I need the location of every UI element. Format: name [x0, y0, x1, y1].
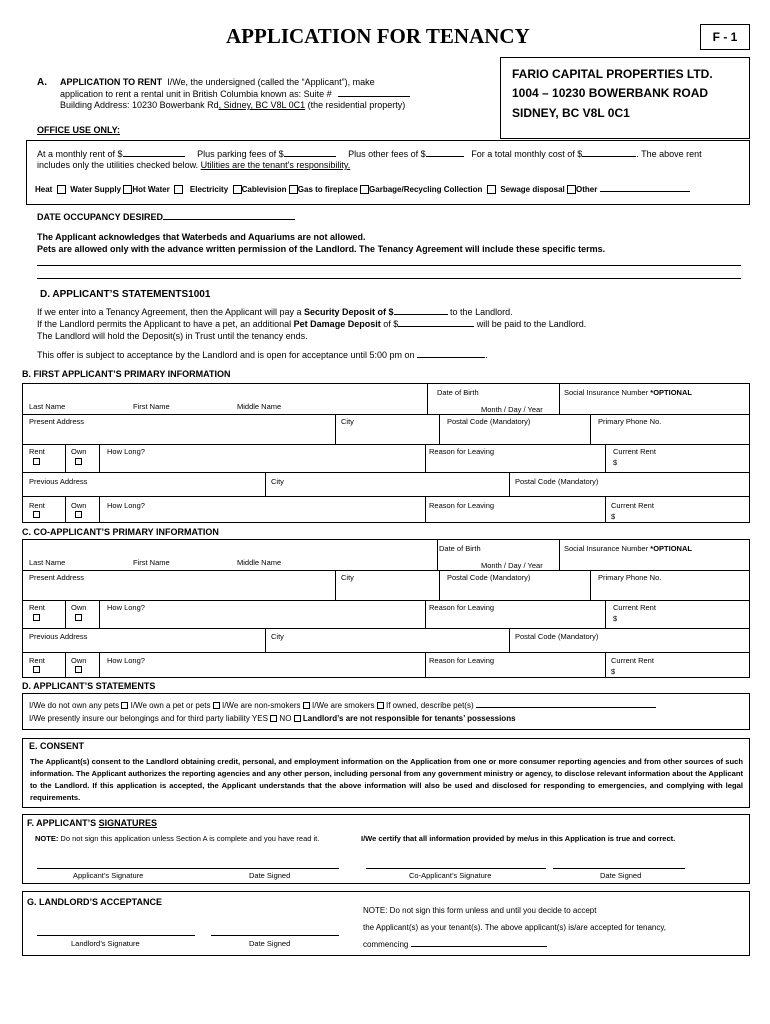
- occupancy-line: [37, 212, 295, 222]
- previous-address-label[interactable]: Previous Address: [29, 477, 88, 486]
- co-current-rent-dollar: $: [613, 614, 618, 623]
- prev-own-label: Own: [71, 501, 87, 510]
- signatures-note: [35, 834, 319, 843]
- signatures-box: [22, 814, 750, 884]
- co-own-label: Own: [71, 603, 87, 612]
- smokers-checkbox[interactable]: [377, 702, 384, 709]
- describe-pets-field[interactable]: [476, 707, 656, 708]
- co-last-name-label[interactable]: Last Name: [29, 558, 66, 567]
- garbage-checkbox[interactable]: [487, 185, 496, 194]
- insurance-line: [29, 714, 516, 723]
- signatures-note-text: Do not sign this application unless Section A is complete and you have read it.: [58, 834, 320, 843]
- co-sin-label: [564, 544, 692, 553]
- other-utility-field[interactable]: [600, 191, 690, 192]
- building-address-suffix: (the residential property): [305, 100, 406, 110]
- present-address-label[interactable]: Present Address: [29, 417, 85, 426]
- how-long-label[interactable]: How Long?: [107, 447, 145, 456]
- monthly-rent-label: At a monthly rent of $: [37, 149, 123, 159]
- utility-garbage: Garbage/Recycling Collection: [369, 185, 483, 194]
- own-checkbox[interactable]: [75, 458, 82, 465]
- acceptance-date-field[interactable]: [417, 357, 485, 358]
- pet-deposit-a: If the Landlord permits the Applicant to have a pet, an additional: [37, 319, 294, 329]
- section-a-letter: A.: [37, 77, 47, 88]
- applicant-date-line[interactable]: [211, 868, 339, 869]
- total-cost-label: For a total monthly cost of $: [471, 149, 583, 159]
- signatures-heading-main: SIGNATURES: [98, 818, 158, 828]
- sin-optional: *OPTIONAL: [650, 388, 692, 397]
- insure-no-label: NO: [279, 714, 292, 723]
- co-own-checkbox[interactable]: [75, 614, 82, 621]
- signatures-note-label: NOTE:: [35, 834, 59, 843]
- prev-reason-label[interactable]: Reason for Leaving: [429, 501, 495, 510]
- pet-deposit-c: of $: [380, 319, 399, 329]
- deposit-text-b: Security Deposit: [304, 307, 376, 317]
- co-first-name-label[interactable]: First Name: [133, 558, 170, 567]
- non-smokers-checkbox[interactable]: [303, 702, 310, 709]
- utilities-line: [37, 160, 350, 170]
- own-label: Own: [71, 447, 87, 456]
- rent-checkbox[interactable]: [33, 458, 40, 465]
- utility-sewage: Sewage disposal: [500, 185, 565, 194]
- co-dob-label: Date of Birth: [439, 544, 481, 553]
- acceptance-text: This offer is subject to acceptance by the Landlord and is open for acceptance until 5:00 pm on: [37, 350, 415, 360]
- utility-water: Water Supply: [70, 185, 122, 194]
- smokers-label: I/We are smokers: [312, 701, 375, 710]
- co-prev-rent-checkbox[interactable]: [33, 666, 40, 673]
- co-phone-label[interactable]: Primary Phone No.: [598, 573, 662, 582]
- own-pets-checkbox[interactable]: [213, 702, 220, 709]
- pet-deposit-field[interactable]: [398, 326, 474, 327]
- applicant-signature-line[interactable]: [37, 868, 215, 869]
- deposit-line: [37, 307, 513, 317]
- prev-city-label[interactable]: City: [271, 477, 284, 486]
- cable-checkbox[interactable]: [289, 185, 298, 194]
- co-prev-own-label: Own: [71, 656, 87, 665]
- co-prev-current-rent-label[interactable]: Current Rent: [611, 656, 654, 665]
- sin-label: [564, 388, 692, 397]
- current-rent-label[interactable]: Current Rent: [613, 447, 656, 456]
- co-previous-address-label[interactable]: Previous Address: [29, 632, 88, 641]
- phone-label[interactable]: Primary Phone No.: [598, 417, 662, 426]
- co-reason-label[interactable]: Reason for Leaving: [429, 603, 495, 612]
- own-pets-label: I/We own a pet or pets: [130, 701, 211, 710]
- dob-label: Date of Birth: [437, 388, 479, 397]
- postal-label[interactable]: Postal Code (Mandatory): [447, 417, 531, 426]
- page-title: APPLICATION FOR TENANCY: [226, 24, 530, 48]
- prev-rent-label: Rent: [29, 501, 45, 510]
- building-address-label: Building Address: 10230 Bowerbank Rd: [60, 100, 219, 110]
- acceptance-line: [37, 350, 488, 360]
- section-b-heading: B. FIRST APPLICANT’S PRIMARY INFORMATION: [22, 369, 231, 379]
- co-applicant-signature-line[interactable]: [366, 868, 546, 869]
- consent-box: [22, 738, 750, 808]
- applicant-signature-label: Applicant’s Signature: [73, 871, 144, 880]
- commencing-field[interactable]: [411, 946, 547, 947]
- co-dob-format[interactable]: Month / Day / Year: [481, 561, 543, 570]
- hot-water-checkbox[interactable]: [174, 185, 183, 194]
- gas-checkbox[interactable]: [360, 185, 369, 194]
- parking-field[interactable]: [284, 156, 336, 157]
- rent-end: . The above rent: [636, 149, 702, 159]
- landlord-signature-label: Landlord’s Signature: [71, 939, 140, 948]
- prev-current-rent-dollar: $: [611, 512, 616, 521]
- applicant-table: [22, 383, 750, 523]
- water-checkbox[interactable]: [123, 185, 132, 194]
- co-present-address-label[interactable]: Present Address: [29, 573, 85, 582]
- dob-format[interactable]: Month / Day / Year: [481, 405, 543, 414]
- last-name-label[interactable]: Last Name: [29, 402, 66, 411]
- terms-line-2[interactable]: [37, 278, 741, 279]
- building-address: , Sidney, BC V8L 0C1: [218, 100, 306, 110]
- statements-d1-heading: D. APPLICANT’S STATEMENTS1001: [40, 289, 211, 300]
- landlord-heading: G. LANDLORD’S ACCEPTANCE: [27, 897, 162, 907]
- utility-electricity: Electricity: [189, 185, 229, 194]
- office-use-box: [26, 140, 750, 205]
- certify-text: I/We certify that all information provided by me/us in this Application is true and correct.: [361, 834, 676, 843]
- pet-deposit-line: [37, 319, 586, 329]
- utility-gas: Gas to fireplace: [297, 185, 358, 194]
- applicant-date-label: Date Signed: [249, 871, 291, 880]
- no-pets-checkbox[interactable]: [121, 702, 128, 709]
- non-smokers-label: I/We are non-smokers: [221, 701, 301, 710]
- rent-label: Rent: [29, 447, 45, 456]
- heat-checkbox[interactable]: [57, 185, 66, 194]
- first-name-label[interactable]: First Name: [133, 402, 170, 411]
- utility-cable: Cablevision: [241, 185, 287, 194]
- no-pets-label: I/We do not own any pets: [29, 701, 120, 710]
- prev-current-rent-label[interactable]: Current Rent: [611, 501, 654, 510]
- co-sin-optional: *OPTIONAL: [650, 544, 692, 553]
- trust-line: The Landlord will hold the Deposit(s) in Trust until the tenancy ends.: [37, 331, 308, 341]
- consent-text: The Applicant(s) consent to the Landlord obtaining credit, personal, and employment information on the Application from one or more consumer reporting agencies and from other sources of such information. The Applicant authorizes the reporting agencies and any other person, including personal from any government ministry or agency, to disclose relevant information about the Applicant to the Landlord. If this application is accepted, the Applicant understands that the above information will also be used and disclosed for responding to emergencies, and complying with legal requirements.: [30, 757, 743, 802]
- security-deposit-field[interactable]: [394, 314, 448, 315]
- landlord-signature-line[interactable]: [37, 935, 195, 936]
- statements-d2-heading: D. APPLICANT’S STATEMENTS: [22, 681, 156, 691]
- co-prev-postal-label[interactable]: Postal Code (Mandatory): [515, 632, 599, 641]
- current-rent-dollar: $: [613, 458, 618, 467]
- monthly-rent-field[interactable]: [123, 156, 185, 157]
- utility-other: Other: [576, 185, 598, 194]
- co-city-label[interactable]: City: [341, 573, 354, 582]
- co-prev-city-label[interactable]: City: [271, 632, 284, 641]
- landlord-date-label: Date Signed: [249, 939, 291, 948]
- insure-no-checkbox[interactable]: [294, 715, 301, 722]
- deposit-text-a: If we enter into a Tenancy Agreement, then the Applicant will pay a: [37, 307, 304, 317]
- co-applicant-table: [22, 539, 750, 678]
- utility-heat: Heat: [35, 185, 53, 194]
- rent-line: [37, 149, 702, 159]
- co-middle-name-label[interactable]: Middle Name: [237, 558, 282, 567]
- co-applicant-date-label: Date Signed: [600, 871, 642, 880]
- form-id: F - 1: [712, 30, 738, 44]
- prev-how-long-label[interactable]: How Long?: [107, 501, 145, 510]
- not-responsible-label: Landlord’s are not responsible for tenants’ possessions: [302, 714, 516, 723]
- section-a-heading: APPLICATION TO RENT: [60, 77, 163, 87]
- middle-name-label[interactable]: Middle Name: [237, 402, 282, 411]
- co-applicant-signature-label: Co-Applicant’s Signature: [409, 871, 492, 880]
- parking-label: Plus parking fees of $: [197, 149, 284, 159]
- city-label[interactable]: City: [341, 417, 354, 426]
- deposit-text-d: to the Landlord.: [447, 307, 513, 317]
- company-street: 1004 – 10230 BOWERBANK ROAD: [512, 86, 709, 100]
- co-current-rent-label[interactable]: Current Rent: [613, 603, 656, 612]
- co-prev-rent-label: Rent: [29, 656, 45, 665]
- insure-yes-checkbox[interactable]: [270, 715, 277, 722]
- sin-text: Social Insurance Number: [564, 388, 651, 397]
- company-city: SIDNEY, BC V8L 0C1: [512, 106, 630, 120]
- commencing-label: commencing: [363, 940, 409, 949]
- pets-notice: Pets are allowed only with the advance written permission of the Landlord. The Tenancy Agreement will include these specific terms.: [37, 244, 606, 254]
- co-rent-checkbox[interactable]: [33, 614, 40, 621]
- signatures-heading-prefix: F. APPLICANT’S: [27, 818, 99, 828]
- co-rent-label: Rent: [29, 603, 45, 612]
- prev-rent-checkbox[interactable]: [33, 511, 40, 518]
- describe-pets-label: If owned, describe pet(s): [386, 701, 474, 710]
- utilities-checklist: [35, 185, 690, 194]
- terms-line-1[interactable]: [37, 265, 741, 266]
- reason-label[interactable]: Reason for Leaving: [429, 447, 495, 456]
- deposit-text-c: of $: [375, 307, 394, 317]
- waterbeds-notice: The Applicant acknowledges that Waterbeds and Aquariums are not allowed.: [37, 232, 366, 242]
- total-cost-field[interactable]: [582, 156, 636, 157]
- section-a-intro: I/We, the undersigned (called the “Applicant”), make: [167, 77, 375, 87]
- office-use-label: OFFICE USE ONLY:: [37, 125, 121, 135]
- utility-hot-water: Hot Water: [132, 185, 170, 194]
- co-prev-own-checkbox[interactable]: [75, 666, 82, 673]
- statements-d2-box: [22, 693, 750, 730]
- co-prev-reason-label[interactable]: Reason for Leaving: [429, 656, 495, 665]
- form-id-box: [700, 24, 750, 50]
- includes-label: includes only the utilities checked below.: [37, 160, 199, 170]
- co-postal-label[interactable]: Postal Code (Mandatory): [447, 573, 531, 582]
- landlord-note-3: [363, 940, 547, 949]
- landlord-date-line[interactable]: [211, 935, 339, 936]
- electricity-checkbox[interactable]: [233, 185, 242, 194]
- section-a-line3: [60, 100, 405, 110]
- prev-postal-label[interactable]: Postal Code (Mandatory): [515, 477, 599, 486]
- occupancy-field[interactable]: [163, 219, 295, 220]
- consent-heading: E. CONSENT: [29, 741, 85, 751]
- landlord-note-1: NOTE: Do not sign this form unless and until you decide to accept: [363, 906, 597, 915]
- co-prev-how-long-label[interactable]: How Long?: [107, 656, 145, 665]
- prev-own-checkbox[interactable]: [75, 511, 82, 518]
- co-how-long-label[interactable]: How Long?: [107, 603, 145, 612]
- section-a-line2: [60, 89, 410, 99]
- section-c-heading: C. CO-APPLICANT’S PRIMARY INFORMATION: [22, 527, 219, 537]
- pet-deposit-b: Pet Damage Deposit: [293, 319, 381, 329]
- co-sin-text: Social Insurance Number: [564, 544, 651, 553]
- sewage-checkbox[interactable]: [567, 185, 576, 194]
- suite-label: application to rent a rental unit in British Columbia known as: Suite #: [60, 89, 332, 99]
- pet-deposit-d: will be paid to the Landlord.: [474, 319, 587, 329]
- acceptance-end: .: [485, 350, 488, 360]
- responsibility-label: Utilities are the tenant's responsibility.: [200, 160, 351, 170]
- landlord-box: [22, 891, 750, 956]
- section-a-line1: [60, 77, 375, 87]
- insure-label: I/We presently insure our belongings and for third party liability YES: [29, 714, 268, 723]
- pets-line: [29, 701, 656, 710]
- suite-field[interactable]: [338, 96, 410, 97]
- landlord-note-2: the Applicant(s) as your tenant(s). The above applicant(s) is/are accepted for tenancy,: [363, 923, 666, 932]
- signatures-heading: [27, 818, 157, 828]
- other-fees-field[interactable]: [426, 156, 464, 157]
- co-prev-current-rent-dollar: $: [611, 667, 616, 676]
- occupancy-label: DATE OCCUPANCY DESIRED: [37, 212, 164, 222]
- co-applicant-date-line[interactable]: [553, 868, 685, 869]
- company-name: FARIO CAPITAL PROPERTIES LTD.: [512, 67, 713, 81]
- company-box: [500, 57, 750, 139]
- other-fees-label: Plus other fees of $: [348, 149, 426, 159]
